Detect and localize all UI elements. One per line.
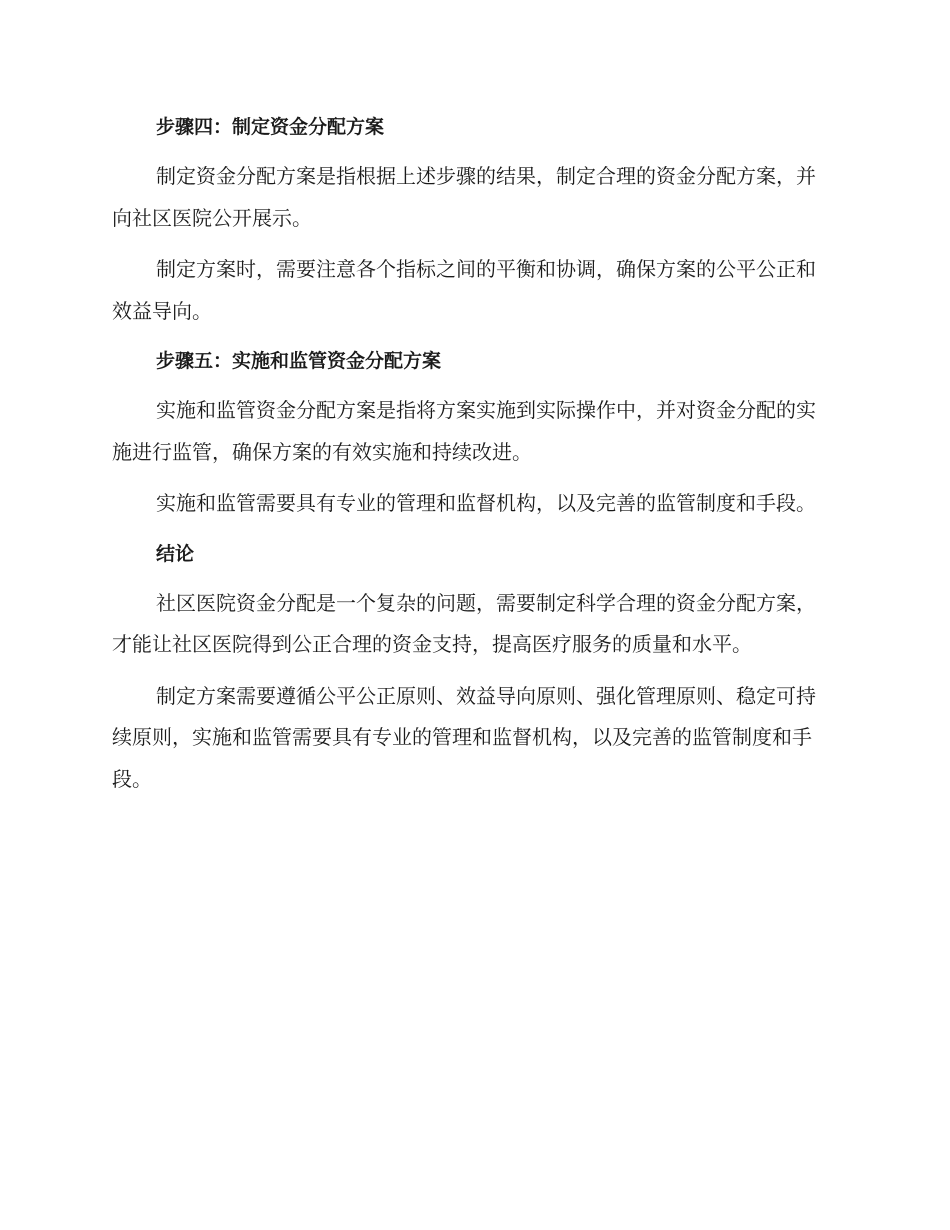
section-step-five	[112, 342, 832, 525]
section-conclusion	[112, 535, 832, 801]
section-heading: 结论	[156, 542, 195, 565]
paragraph: 实施和监管需要具有专业的管理和监督机构，以及完善的监管制度和手段。	[156, 491, 816, 515]
section-step-four	[112, 108, 832, 332]
section-heading: 步骤五：实施和监管资金分配方案	[156, 350, 442, 372]
document-page	[112, 108, 832, 810]
paragraph: 制定资金分配方案是指根据上述步骤的结果，制定合理的资金分配方案，并向社区医院公开展示。	[112, 164, 816, 230]
paragraph: 制定方案需要遵循公平公正原则、效益导向原则、强化管理原则、稳定可持续原则，实施和监管需要具有专业的管理和监督机构，以及完善的监管制度和手段。	[112, 683, 816, 791]
section-heading: 步骤四：制定资金分配方案	[156, 116, 385, 138]
paragraph: 实施和监管资金分配方案是指将方案实施到实际操作中，并对资金分配的实施进行监管，确保方案的有效实施和持续改进。	[112, 398, 816, 464]
paragraph: 制定方案时，需要注意各个指标之间的平衡和协调，确保方案的公平公正和效益导向。	[112, 257, 816, 323]
paragraph: 社区医院资金分配是一个复杂的问题，需要制定科学合理的资金分配方案，才能让社区医院得到公正合理的资金支持，提高医疗服务的质量和水平。	[112, 590, 816, 656]
